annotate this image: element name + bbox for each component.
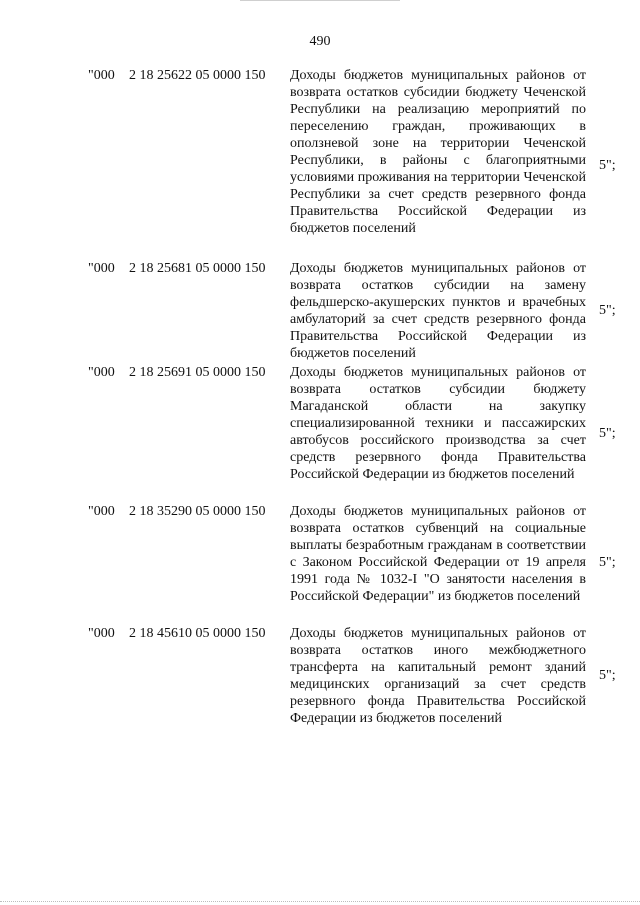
row-prefix: "000 <box>88 504 115 519</box>
row-description: Доходы бюджетов муниципальных районов от возврата остатков иного межбюджетного трансферта на капитальный ремонт зданий медицинских организаций за счет средств резервного фонда Правительства Российской Федерации из бюджетов поселений <box>290 626 586 726</box>
row-description: Доходы бюджетов муниципальных районов от возврата остатков субсидии бюджету Чеченской Республики на реализацию мероприятий по переселению граждан, проживающих в оползневой зоне на территории Чеченской Республики, в районы с благоприятными условиями проживания на территории Чеченской Республики за счет средств резервного фонда Правительства Российской Федерации из бюджетов поселений <box>290 68 586 236</box>
table-row <box>0 503 640 623</box>
row-description: Доходы бюджетов муниципальных районов от возврата остатков субвенций на социальные выплаты безработным гражданам в соответствии с Законом Российской Федерации от 19 апреля 1991 года № 1032-I "О занятости населения в Российской Федерации" из бюджетов поселений <box>290 504 586 604</box>
scan-artifact-top <box>240 0 400 1</box>
table-row <box>0 625 640 729</box>
row-code: 2 18 25681 05 0000 150 <box>129 261 266 276</box>
row-prefix: "000 <box>88 365 115 380</box>
row-prefix: "000 <box>88 626 115 641</box>
row-code: 2 18 25622 05 0000 150 <box>129 68 266 83</box>
row-code: 2 18 35290 05 0000 150 <box>129 504 266 519</box>
row-suffix: 5"; <box>599 668 616 683</box>
row-code: 2 18 45610 05 0000 150 <box>129 626 266 641</box>
row-prefix: "000 <box>88 68 115 83</box>
table-row <box>0 260 640 362</box>
row-description: Доходы бюджетов муниципальных районов от возврата остатков субсидии на замену фельдшерско-акушерских пунктов и врачебных амбулаторий за счет средств резервного фонда Правительства Российской Федерации из бюджетов поселений <box>290 261 586 361</box>
scan-artifact-bottom <box>0 901 640 903</box>
row-suffix: 5"; <box>599 426 616 441</box>
row-suffix: 5"; <box>599 158 616 173</box>
row-prefix: "000 <box>88 261 115 276</box>
table-row <box>0 364 640 502</box>
row-suffix: 5"; <box>599 555 616 570</box>
table-row <box>0 67 640 257</box>
page-number: 490 <box>309 34 331 49</box>
row-description: Доходы бюджетов муниципальных районов от возврата остатков субсидии бюджету Магаданской области на закупку специализированной техники и пассажирских автобусов российского производства за счет средств резервного фонда Правительства Российской Федерации из бюджетов поселений <box>290 365 586 482</box>
row-code: 2 18 25691 05 0000 150 <box>129 365 266 380</box>
row-suffix: 5"; <box>599 303 616 318</box>
